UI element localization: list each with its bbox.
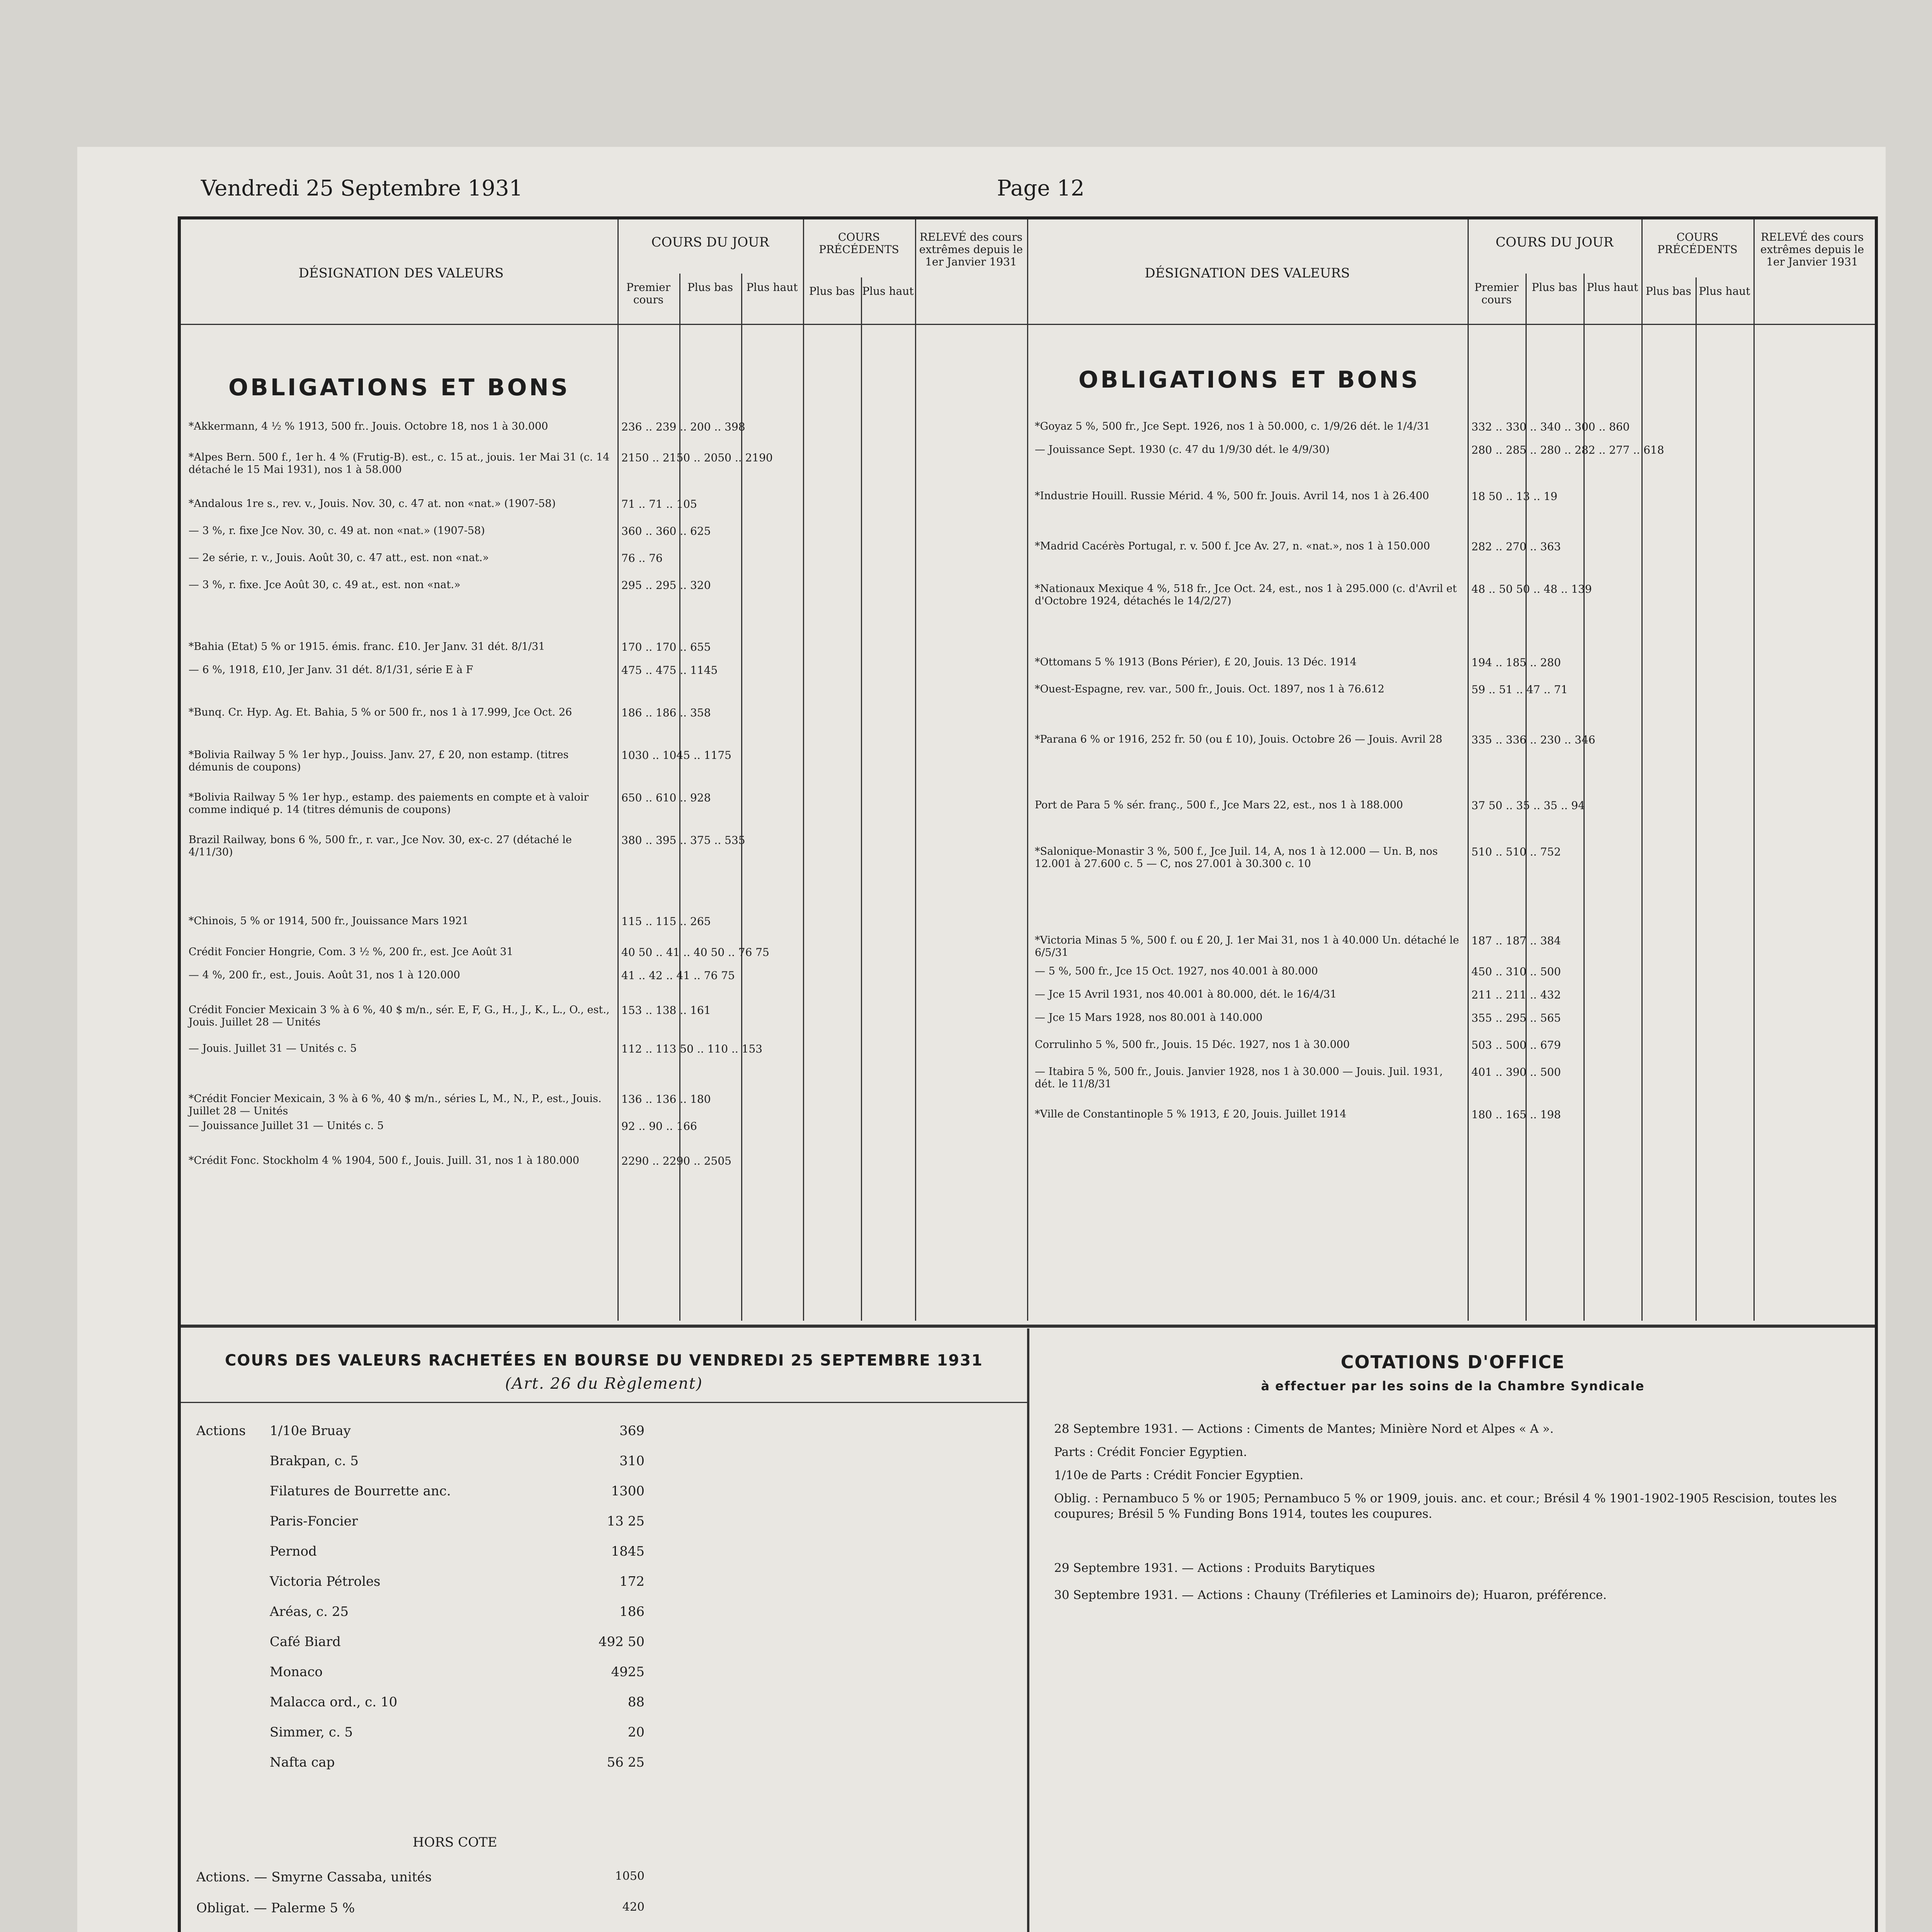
rachetee-value: 492 50 xyxy=(599,1634,645,1650)
hc-actions-value: 1050 xyxy=(615,1869,645,1883)
cotations-section xyxy=(1031,1328,1875,1932)
obligation-name: *Alpes Bern. 500 f., 1er h. 4 % (Frutig-B). est., c. 15 at., jouis. 1er Mai 31 (c. 14 détaché le 15 Mai 1931), nos 1 à 58.000 xyxy=(189,451,610,476)
obligation-values: 503 .. 500 .. 679 xyxy=(1471,1039,1561,1051)
obligation-name: *Parana 6 % or 1916, 252 fr. 50 (ou £ 10), Jouis. Octobre 26 — Jouis. Avril 28 xyxy=(1035,733,1442,745)
obligation-name: *Crédit Foncier Mexicain, 3 % à 6 %, 40 $ m/n., séries L, M., N., P., est., Jouis. Juillet 28 — Unités xyxy=(189,1093,602,1117)
cours-du-jour-header: COURS DU JOUR xyxy=(651,235,769,250)
rachetee-value: 310 xyxy=(619,1453,645,1469)
obligation-name: *Akkermann, 4 ½ % 1913, 500 fr.. Jouis. Octobre 18, nos 1 à 30.000 xyxy=(189,420,548,432)
rachetee-name: Pernod xyxy=(270,1544,317,1559)
cotation-line: 29 Septembre 1931. — Actions : Produits Barytiques xyxy=(1054,1561,1375,1575)
obligation-values: 650 .. 610 .. 928 xyxy=(621,791,711,804)
obligation-values: 510 .. 510 .. 752 xyxy=(1471,845,1561,858)
hors-cote-title: HORS COTE xyxy=(413,1835,497,1850)
obligation-values: 475 .. 475 .. 1145 xyxy=(621,664,718,677)
obligation-name: — Jce 15 Avril 1931, nos 40.001 à 80.000, dét. le 16/4/31 xyxy=(1035,988,1337,1000)
obligations-section xyxy=(181,219,1875,1321)
obligation-values: 211 .. 211 .. 432 xyxy=(1471,988,1561,1001)
rachetee-name: Simmer, c. 5 xyxy=(270,1725,353,1740)
obligation-values: 187 .. 187 .. 384 xyxy=(1471,934,1561,947)
obligation-name: *Salonique-Monastir 3 %, 500 f., Jce Juil. 14, A, nos 1 à 12.000 — Un. B, nos 12.001 à 27.600 c. 5 — C, nos 27.001 à 30.300 c. 10 xyxy=(1035,845,1438,870)
obligation-values: 136 .. 136 .. 180 xyxy=(621,1093,711,1105)
premier-cours-header: Premier cours xyxy=(626,281,671,306)
obligation-name: — 3 %, r. fixe Jce Nov. 30, c. 49 at. non «nat.» (1907-58) xyxy=(189,525,485,537)
obligation-name: Port de Para 5 % sér. franç., 500 f., Jce Mars 22, est., nos 1 à 188.000 xyxy=(1035,799,1403,811)
obligation-name: — Jouis. Juillet 31 — Unités c. 5 xyxy=(189,1043,357,1054)
obligation-name: — Jouissance Juillet 31 — Unités c. 5 xyxy=(189,1120,384,1132)
obligation-values: 355 .. 295 .. 565 xyxy=(1471,1012,1561,1024)
obligation-values: 186 .. 186 .. 358 xyxy=(621,706,711,719)
obligation-values: 1030 .. 1045 .. 1175 xyxy=(621,749,731,762)
designation-header-right: DÉSIGNATION DES VALEURS xyxy=(1145,265,1350,281)
obligation-name: *Bolivia Railway 5 % 1er hyp., Jouiss. Janv. 27, £ 20, non estamp. (titres démunis de coupons) xyxy=(189,749,569,774)
obligation-values: 194 .. 185 .. 280 xyxy=(1471,656,1561,669)
rachetee-name: Malacca ord., c. 10 xyxy=(270,1694,398,1710)
obligation-values: 360 .. 360 .. 625 xyxy=(621,525,711,537)
cotations-subtitle: à effectuer par les soins de la Chambre Syndicale xyxy=(1261,1379,1645,1393)
obligation-values: 115 .. 115 .. 265 xyxy=(621,915,711,928)
rachetee-name: Brakpan, c. 5 xyxy=(270,1453,359,1469)
rachetee-value: 1300 xyxy=(611,1483,645,1499)
obligation-values: 59 .. 51 .. 47 .. 71 xyxy=(1471,683,1568,696)
obligation-name: *Bolivia Railway 5 % 1er hyp., estamp. des paiements en compte et à valoir comme indiqué p. 14 (titres démunis de coupons) xyxy=(189,791,589,816)
rachetee-name: Aréas, c. 25 xyxy=(270,1604,349,1619)
plus-bas-header: Plus bas xyxy=(687,281,733,294)
page-number: Page 12 xyxy=(997,176,1085,201)
obligation-name: — 2e série, r. v., Jouis. Août 30, c. 47 att., est. non «nat.» xyxy=(189,552,489,564)
plus-bas-header-right: Plus bas xyxy=(1531,281,1578,294)
cotation-line: 28 Septembre 1931. — Actions : Ciments de Mantes; Minière Nord et Alpes « A ». xyxy=(1054,1422,1554,1436)
obligation-name: — 5 %, 500 fr., Jce 15 Oct. 1927, nos 40.001 à 80.000 xyxy=(1035,965,1318,977)
obligation-values: 92 .. 90 .. 166 xyxy=(621,1120,697,1133)
obligation-name: — 6 %, 1918, £10, Jer Janv. 31 dét. 8/1/31, série E à F xyxy=(189,664,473,676)
obligation-name: *Ouest-Espagne, rev. var., 500 fr., Jouis. Oct. 1897, nos 1 à 76.612 xyxy=(1035,683,1384,695)
rachetees-subtitle: (Art. 26 du Règlement) xyxy=(505,1375,703,1393)
obligation-values: 71 .. 71 .. 105 xyxy=(621,498,697,510)
obligation-name: *Victoria Minas 5 %, 500 f. ou £ 20, J. 1er Mai 31, nos 1 à 40.000 Un. détaché le 6/5/31 xyxy=(1035,934,1459,959)
obligation-values: 48 .. 50 50 .. 48 .. 139 xyxy=(1471,583,1592,595)
obligation-name: Corrulinho 5 %, 500 fr., Jouis. 15 Déc. 1927, nos 1 à 30.000 xyxy=(1035,1039,1350,1051)
cotation-line: 1/10e de Parts : Crédit Foncier Egyptien. xyxy=(1054,1468,1304,1482)
releve-header-right: RELEVÉ des cours extrêmes depuis le 1er Janvier 1931 xyxy=(1760,231,1864,269)
obligation-name: — 4 %, 200 fr., est., Jouis. Août 31, nos 1 à 120.000 xyxy=(189,969,460,981)
obligation-values: 180 .. 165 .. 198 xyxy=(1471,1108,1561,1121)
obligation-values: 332 .. 330 .. 340 .. 300 .. 860 xyxy=(1471,420,1630,433)
cours-precedents-header-right: COURS PRÉCÉDENTS xyxy=(1657,231,1738,256)
rachetee-value: 4925 xyxy=(611,1664,645,1680)
obligation-name: — Jouissance Sept. 1930 (c. 47 du 1/9/30 dét. le 4/9/30) xyxy=(1035,444,1330,456)
cotation-line: Parts : Crédit Foncier Egyptien. xyxy=(1054,1445,1247,1459)
prec-plus-haut-header-right: Plus haut xyxy=(1699,285,1750,298)
obligation-values: 282 .. 270 .. 363 xyxy=(1471,540,1561,553)
cotations-title: COTATIONS D'OFFICE xyxy=(1340,1352,1565,1372)
prec-plus-haut-header: Plus haut xyxy=(862,285,914,298)
obligation-name: *Nationaux Mexique 4 %, 518 fr., Jce Oct. 24, est., nos 1 à 295.000 (c. d'Avril et d'Octobre 1924, détachés le 14/2/27) xyxy=(1035,583,1457,607)
prec-plus-bas-header-right: Plus bas xyxy=(1645,285,1692,298)
obligation-name: *Ottomans 5 % 1913 (Bons Périer), £ 20, Jouis. 13 Déc. 1914 xyxy=(1035,656,1357,668)
rachetees-title: COURS DES VALEURS RACHETÉES EN BOURSE DU VENDREDI 25 SEPTEMBRE 1931 xyxy=(225,1352,983,1369)
rachetee-value: 1845 xyxy=(611,1544,645,1559)
obligation-values: 380 .. 395 .. 375 .. 535 xyxy=(621,834,745,847)
obligation-values: 153 .. 138 .. 161 xyxy=(621,1004,711,1017)
obligation-name: — 3 %, r. fixe. Jce Août 30, c. 49 at., est. non «nat.» xyxy=(189,579,461,591)
obligation-values: 112 .. 113 50 .. 110 .. 153 xyxy=(621,1043,763,1055)
obligation-name: Crédit Foncier Mexicain 3 % à 6 %, 40 $ m/n., sér. E, F, G., H., J., K., L., O., est., Jouis. Juillet 28 — Unités xyxy=(189,1004,610,1029)
rachetee-name: Café Biard xyxy=(270,1634,341,1650)
obligation-name: Brazil Railway, bons 6 %, 500 fr., r. var., Jce Nov. 30, ex-c. 27 (détaché le 4/11/30) xyxy=(189,834,572,859)
obligation-name: Crédit Foncier Hongrie, Com. 3 ½ %, 200 fr., est. Jce Août 31 xyxy=(189,946,514,958)
obligation-values: 41 .. 42 .. 41 .. 76 75 xyxy=(621,969,735,982)
rachetee-name: 1/10e Bruay xyxy=(270,1423,351,1439)
obligation-name: — Itabira 5 %, 500 fr., Jouis. Janvier 1928, nos 1 à 30.000 — Jouis. Juil. 1931, dét. le 11/8/31 xyxy=(1035,1066,1443,1090)
obligation-values: 18 50 .. 13 .. 19 xyxy=(1471,490,1558,503)
obligation-values: 37 50 .. 35 .. 35 .. 94 xyxy=(1471,799,1585,812)
rachetee-name: Victoria Pétroles xyxy=(270,1574,381,1589)
hc-actions: Actions. — Smyrne Cassaba, unités xyxy=(196,1869,432,1885)
obligation-name: *Crédit Fonc. Stockholm 4 % 1904, 500 f., Jouis. Juill. 31, nos 1 à 180.000 xyxy=(189,1155,580,1167)
obligation-name: *Chinois, 5 % or 1914, 500 fr., Jouissance Mars 1921 xyxy=(189,915,469,927)
obligation-values: 170 .. 170 .. 655 xyxy=(621,641,711,653)
obligation-values: 401 .. 390 .. 500 xyxy=(1471,1066,1561,1078)
cotation-line: Oblig. : Pernambuco 5 % or 1905; Pernambuco 5 % or 1909, jouis. anc. et cour.; Brésil 4 % 1901-1902-1905 Rescision, toutes les coupures; Brésil 5 % Funding Bons 1914, toutes les coupures. xyxy=(1054,1492,1837,1521)
obligation-name: *Industrie Houill. Russie Mérid. 4 %, 500 fr. Jouis. Avril 14, nos 1 à 26.400 xyxy=(1035,490,1429,502)
designation-header: DÉSIGNATION DES VALEURS xyxy=(298,265,504,281)
rachetee-name: Monaco xyxy=(270,1664,323,1680)
obligations-title-left: OBLIGATIONS ET BONS xyxy=(228,374,570,401)
premier-cours-header-right: Premier cours xyxy=(1474,281,1519,306)
plus-haut-header-right: Plus haut xyxy=(1587,281,1638,294)
rachetee-value: 369 xyxy=(619,1423,645,1439)
obligation-values: 40 50 .. 41 .. 40 50 .. 76 75 xyxy=(621,946,769,959)
cours-du-jour-header-right: COURS DU JOUR xyxy=(1495,235,1614,250)
rachetee-value: 13 25 xyxy=(607,1514,645,1529)
rachetees-section xyxy=(181,1328,1027,1932)
obligation-values: 295 .. 295 .. 320 xyxy=(621,579,711,592)
page-date: Vendredi 25 Septembre 1931 xyxy=(201,176,523,201)
obligation-values: 280 .. 285 .. 280 .. 282 .. 277 .. 618 xyxy=(1471,444,1664,456)
cours-precedents-header: COURS PRÉCÉDENTS xyxy=(819,231,899,256)
rachetee-value: 186 xyxy=(619,1604,645,1619)
cote-frame xyxy=(178,216,1878,1932)
obligations-title-right: OBLIGATIONS ET BONS xyxy=(1078,366,1420,393)
cotation-line: 30 Septembre 1931. — Actions : Chauny (Tréfileries et Laminoirs de); Huaron, préférence. xyxy=(1054,1588,1607,1602)
obligation-values: 236 .. 239 .. 200 .. 398 xyxy=(621,420,745,433)
hc-oblig: Obligat. — Palerme 5 % xyxy=(196,1900,355,1916)
obligation-values: 450 .. 310 .. 500 xyxy=(1471,965,1561,978)
prec-plus-bas-header: Plus bas xyxy=(809,285,855,298)
obligation-values: 335 .. 336 .. 230 .. 346 xyxy=(1471,733,1595,746)
obligation-values: 2290 .. 2290 .. 2505 xyxy=(621,1155,731,1167)
obligation-name: *Madrid Cacérès Portugal, r. v. 500 f. Jce Av. 27, n. «nat.», nos 1 à 150.000 xyxy=(1035,540,1430,552)
obligation-values: 76 .. 76 xyxy=(621,552,663,565)
obligation-name: *Andalous 1re s., rev. v., Jouis. Nov. 30, c. 47 at. non «nat.» (1907-58) xyxy=(189,498,556,510)
rachetee-value: 88 xyxy=(628,1694,645,1710)
plus-haut-header: Plus haut xyxy=(746,281,798,294)
rachetee-name: Filatures de Bourrette anc. xyxy=(270,1483,451,1499)
obligation-name: — Jce 15 Mars 1928, nos 80.001 à 140.000 xyxy=(1035,1012,1263,1024)
rachetee-value: 20 xyxy=(628,1725,645,1740)
obligation-values: 2150 .. 2150 .. 2050 .. 2190 xyxy=(621,451,773,464)
obligation-name: *Bunq. Cr. Hyp. Ag. Et. Bahia, 5 % or 500 fr., nos 1 à 17.999, Jce Oct. 26 xyxy=(189,706,572,718)
obligation-name: *Bahia (Etat) 5 % or 1915. émis. franc. £10. Jer Janv. 31 dét. 8/1/31 xyxy=(189,641,545,653)
obligation-name: *Goyaz 5 %, 500 fr., Jce Sept. 1926, nos 1 à 50.000, c. 1/9/26 dét. le 1/4/31 xyxy=(1035,420,1430,432)
obligation-name: *Ville de Constantinople 5 % 1913, £ 20, Jouis. Juillet 1914 xyxy=(1035,1108,1347,1120)
hc-oblig-value: 420 xyxy=(622,1900,645,1914)
rachetee-name: Nafta cap xyxy=(270,1755,335,1770)
rachetee-value: 172 xyxy=(619,1574,645,1589)
actions-label: Actions xyxy=(196,1423,246,1439)
rachetee-name: Paris-Foncier xyxy=(270,1514,358,1529)
releve-header: RELEVÉ des cours extrêmes depuis le 1er Janvier 1931 xyxy=(919,231,1023,269)
rachetee-value: 56 25 xyxy=(607,1755,645,1770)
